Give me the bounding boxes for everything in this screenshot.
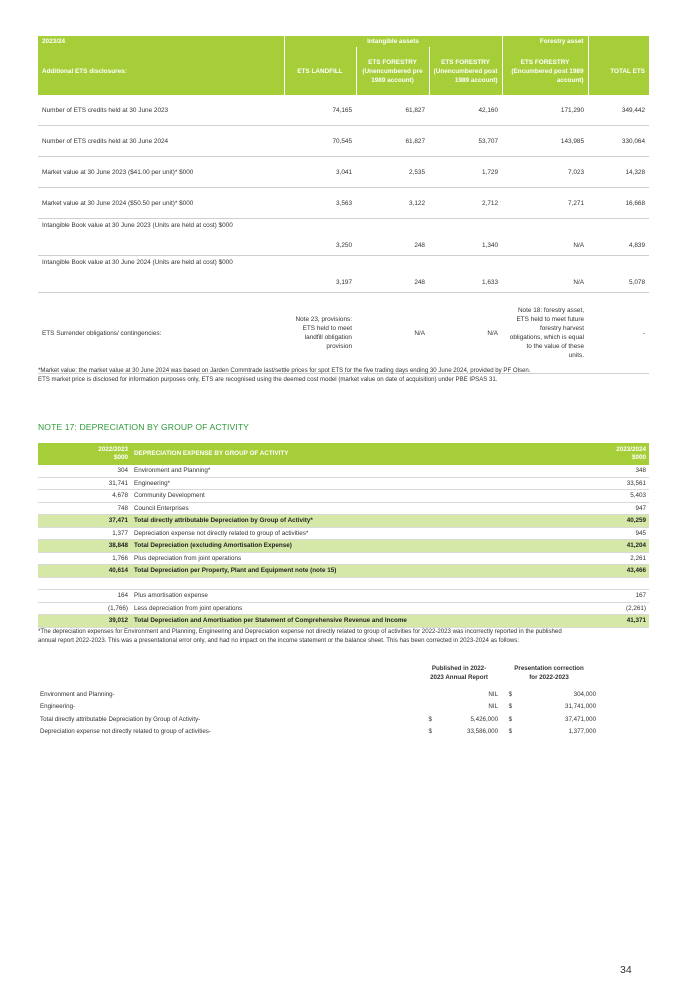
- corr-row: [38, 726, 598, 739]
- ets-surrender-landfill-line3: landfill obligation: [304, 334, 352, 341]
- ets-row-label: Market value at 30 June 2024 ($50.50 per unit)* $000: [38, 188, 284, 219]
- ets-col-forestry-pre: [356, 47, 429, 95]
- ets-surrender-enc-line1: Note 18: forestry asset,: [517, 307, 585, 314]
- ets-header-blank: [588, 36, 649, 47]
- ets-value-landfill: 3,250: [284, 219, 356, 256]
- market-footnote-line2: ETS market price is disclosed for information purposes only, ETS are recognised using the deemed cost model (market value on date of acquisition) under PBE IPSAS 31.: [38, 376, 498, 383]
- dep-prior-value: 1,766: [38, 552, 131, 565]
- dep-row-label: Less depreciation from joint operations: [131, 602, 569, 615]
- ets-col-forestry-pre-line2: (Unencumbered pre: [362, 67, 423, 75]
- corr-col-correction: [500, 662, 598, 682]
- market-footnote-line1: *Market value: the market value at 30 June 2024 was based on Jarden Commtrade last/settle prices for spot ETS for the five trading days ending 30 June 2024, provided by PF Olsen.: [38, 367, 531, 374]
- ets-value-forestry-enc: N/A: [502, 219, 588, 256]
- corr-row-label: Total directly attributable Depreciation by Group of Activity-: [40, 715, 201, 723]
- ets-value-forestry-pre: 61,827: [356, 126, 429, 157]
- dep-total-row: [38, 565, 649, 578]
- dep-row-label: Plus depreciation from joint operations: [131, 552, 569, 565]
- corr-correction-value: 304,000: [573, 690, 597, 698]
- ets-surrender-landfill-line1: Note 23, provisions:: [295, 316, 352, 323]
- dep-col-current-year: [569, 443, 649, 465]
- dep-prior-value: [38, 577, 131, 590]
- ets-surrender-enc-line5: to the value of these: [526, 343, 585, 350]
- ets-row-label: Intangible Book value at 30 June 2023 (Units are held at cost) $000: [38, 219, 284, 256]
- ets-surrender-enc-line2: ETS held to meet future: [516, 316, 585, 323]
- dep-total-row: [38, 540, 649, 553]
- ets-value-forestry-post: 1,729: [429, 157, 502, 188]
- ets-row-label-header: Additional ETS disclosures:: [38, 47, 284, 95]
- ets-value-total: 330,064: [588, 126, 649, 157]
- corr-published-value: NIL: [488, 703, 499, 711]
- dep-current-value: 40,259: [569, 515, 649, 528]
- dep-col-current-line2: $000: [631, 454, 646, 461]
- dep-current-value: 2,261: [569, 552, 649, 565]
- ets-row-label: Intangible Book value at 30 June 2024 (Units are held at cost) $000: [38, 256, 284, 293]
- dep-row-label: Total directly attributable Depreciation by Group of Activity*: [131, 515, 569, 528]
- dep-row: [38, 552, 649, 565]
- ets-value-forestry-post: 2,712: [429, 188, 502, 219]
- corr-row-label: Engineering-: [40, 703, 76, 711]
- dep-current-value: 33,561: [569, 477, 649, 490]
- ets-value-total: 16,668: [588, 188, 649, 219]
- ets-value-landfill: 3,041: [284, 157, 356, 188]
- corr-row-label: Depreciation expense not directly related to group of activities-: [40, 728, 211, 736]
- ets-disclosures-table: [38, 36, 649, 374]
- ets-row-market-2023: [38, 157, 649, 188]
- ets-row-credits-2023: [38, 95, 649, 126]
- ets-col-landfill: ETS LANDFILL: [284, 47, 356, 95]
- dep-row-label: Total Depreciation (excluding Amortisation Expense): [131, 540, 569, 553]
- ets-year: 2023/24: [38, 36, 284, 47]
- corr-col-published: [418, 662, 500, 682]
- dep-prior-value: (1,766): [38, 602, 131, 615]
- ets-row-book-2024: [38, 256, 649, 293]
- dep-current-value: 348: [569, 465, 649, 477]
- ets-value-forestry-pre: 3,122: [356, 188, 429, 219]
- market-value-footnote: [38, 366, 649, 384]
- ets-col-forestry-enc: [502, 47, 588, 95]
- corr-row-label: Environment and Planning-: [40, 690, 115, 698]
- ets-col-forestry-post: [429, 47, 502, 95]
- page-number: 34: [620, 964, 632, 976]
- ets-value-landfill: 3,197: [284, 256, 356, 293]
- dep-current-value: 945: [569, 527, 649, 540]
- ets-col-forestry-pre-line3: 1989 account): [371, 76, 414, 84]
- ets-value-forestry-pre: 2,535: [356, 157, 429, 188]
- ets-value-landfill: 70,545: [284, 126, 356, 157]
- corr-correction-value: 31,741,000: [565, 703, 597, 711]
- corr-col-correction-line2: for 2022-2023: [529, 674, 569, 681]
- corr-currency-published: [418, 688, 434, 701]
- dep-header-row: [38, 443, 649, 465]
- ets-row-label: Market value at 30 June 2023 ($41.00 per unit)* $000: [38, 157, 284, 188]
- dep-prior-value: 38,848: [38, 540, 131, 553]
- dep-row-label: Total Depreciation and Amortisation per Statement of Comprehensive Revenue and Income: [131, 615, 569, 628]
- ets-surrender-enc-line6: units.: [568, 352, 585, 359]
- corr-published-value: 5,426,000: [470, 715, 499, 723]
- dep-row: [38, 465, 649, 477]
- ets-surrender-landfill-line2: ETS held to meet: [302, 325, 352, 332]
- dep-current-value: 41,371: [569, 615, 649, 628]
- dep-current-value: 43,466: [569, 565, 649, 578]
- ets-value-total: 14,328: [588, 157, 649, 188]
- dep-prior-value: 4,678: [38, 490, 131, 503]
- ets-value-forestry-enc: 171,290: [502, 95, 588, 126]
- corr-published-value: NIL: [488, 690, 499, 698]
- ets-surrender-total: -: [588, 293, 649, 374]
- ets-col-forestry-post-line3: 1989 account): [454, 76, 498, 84]
- ets-group-intangible: Intangible assets: [284, 36, 502, 47]
- ets-row-book-2023: [38, 219, 649, 256]
- ets-surrender-landfill-line4: provision: [326, 343, 352, 350]
- corr-col-correction-line1: Presentation correction: [514, 665, 584, 672]
- ets-col-forestry-pre-line1: ETS FORESTRY: [368, 58, 417, 66]
- corr-correction-value: 37,471,000: [565, 715, 597, 723]
- ets-value-forestry-enc: 7,023: [502, 157, 588, 188]
- ets-value-forestry-pre: 61,827: [356, 95, 429, 126]
- ets-surrender-post: N/A: [429, 293, 502, 374]
- dep-current-value: 947: [569, 502, 649, 515]
- ets-value-forestry-post: 53,707: [429, 126, 502, 157]
- dep-row: [38, 527, 649, 540]
- dep-footnote-line2: annual report 2022-2023. This was a presentational error only, and had no impact on the income statement or the balance sheet. This has been corrected in 2023-2024 as follows:: [38, 637, 520, 644]
- corr-currency-correction: $: [508, 690, 513, 698]
- ets-row-label: Number of ETS credits held at 30 June 2024: [38, 126, 284, 157]
- dep-current-value: 41,204: [569, 540, 649, 553]
- dep-prior-value: 164: [38, 590, 131, 603]
- dep-current-value: (2,261): [569, 602, 649, 615]
- corr-header-blank: [38, 662, 418, 682]
- ets-row-market-2024: [38, 188, 649, 219]
- note17-title: NOTE 17: DEPRECIATION BY GROUP OF ACTIVITY: [38, 422, 249, 432]
- corr-currency-published: [418, 701, 434, 714]
- ets-value-landfill: 74,165: [284, 95, 356, 126]
- ets-value-total: 4,839: [588, 219, 649, 256]
- corr-currency-correction: $: [508, 715, 513, 723]
- dep-row-label: Community Development: [131, 490, 569, 503]
- corr-currency-published: $: [428, 728, 432, 736]
- ets-value-total: 349,442: [588, 95, 649, 126]
- ets-col-forestry-enc-line1: ETS FORESTRY: [520, 58, 570, 66]
- dep-row-label: Engineering*: [131, 477, 569, 490]
- dep-current-value: [569, 577, 649, 590]
- ets-col-total: TOTAL ETS: [588, 47, 649, 95]
- dep-col-prior-line2: $000: [113, 454, 128, 461]
- dep-row: [38, 490, 649, 503]
- ets-value-forestry-post: 1,633: [429, 256, 502, 293]
- corr-correction-value: 1,377,000: [568, 728, 597, 736]
- ets-value-landfill: 3,563: [284, 188, 356, 219]
- dep-col-label: DEPRECIATION EXPENSE BY GROUP OF ACTIVITY: [131, 443, 569, 465]
- ets-col-forestry-enc-line3: account): [556, 76, 584, 84]
- ets-surrender-pre: N/A: [356, 293, 429, 374]
- dep-prior-value: 39,012: [38, 615, 131, 628]
- corr-currency-correction: $: [508, 703, 513, 711]
- corr-col-published-line2: 2023 Annual Report: [430, 674, 488, 681]
- dep-total-row: [38, 615, 649, 628]
- ets-surrender-enc-line3: forestry harvest: [539, 325, 585, 332]
- dep-col-current-line1: 2023/2024: [616, 446, 646, 453]
- dep-current-value: 5,403: [569, 490, 649, 503]
- dep-blank-row: [38, 577, 649, 590]
- ets-surrender-label: ETS Surrender obligations/ contingencies:: [38, 293, 284, 374]
- corr-currency-published: $: [428, 715, 432, 723]
- ets-col-forestry-post-line2: (Unencumbered post: [433, 67, 498, 75]
- dep-body: [38, 465, 649, 627]
- ets-value-forestry-pre: 248: [356, 219, 429, 256]
- dep-row: [38, 602, 649, 615]
- depreciation-table: [38, 443, 649, 628]
- dep-prior-value: 37,471: [38, 515, 131, 528]
- dep-current-value: 167: [569, 590, 649, 603]
- corr-published-value: 33,586,000: [467, 728, 499, 736]
- ets-value-forestry-pre: 248: [356, 256, 429, 293]
- corr-col-published-line1: Published in 2022-: [431, 665, 487, 672]
- dep-prior-value: 748: [38, 502, 131, 515]
- corr-row: [38, 688, 598, 701]
- dep-col-prior-year: [38, 443, 131, 465]
- corr-row: [38, 701, 598, 714]
- dep-footnote-line1: *The depreciation expenses for Environment and Planning, Engineering and Depreciation expense not directly related to group of activities for 2022-2023 was incorrectly reported in the published: [38, 628, 562, 635]
- dep-prior-value: 1,377: [38, 527, 131, 540]
- dep-row-label: Environment and Planning*: [131, 465, 569, 477]
- ets-row-credits-2024: [38, 126, 649, 157]
- ets-surrender-enc: [502, 293, 588, 374]
- dep-col-prior-line1: 2022/2023: [98, 446, 128, 453]
- depreciation-footnote: [38, 627, 649, 645]
- ets-value-forestry-post: 1,340: [429, 219, 502, 256]
- dep-row-label: Depreciation expense not directly related to group of activities*: [131, 527, 569, 540]
- ets-value-forestry-enc: 7,271: [502, 188, 588, 219]
- ets-surrender-enc-line4: obligations, which is equal: [509, 334, 585, 341]
- ets-row-label: Number of ETS credits held at 30 June 2023: [38, 95, 284, 126]
- ets-group-forestry: Forestry asset: [502, 36, 588, 47]
- dep-row-label: Council Enterprises: [131, 502, 569, 515]
- correction-table: [38, 662, 598, 738]
- dep-row-label: Total Depreciation per Property, Plant and Equipment note (note 15): [131, 565, 569, 578]
- ets-value-forestry-enc: 143,985: [502, 126, 588, 157]
- ets-value-forestry-post: 42,160: [429, 95, 502, 126]
- dep-row: [38, 502, 649, 515]
- corr-currency-correction: $: [508, 728, 513, 736]
- dep-total-row: [38, 515, 649, 528]
- ets-header-row-2: [38, 47, 649, 95]
- ets-value-total: 5,078: [588, 256, 649, 293]
- dep-prior-value: 40,614: [38, 565, 131, 578]
- ets-col-forestry-enc-line2: (Encumbered post 1989: [511, 67, 584, 75]
- corr-header-row: [38, 662, 598, 682]
- ets-surrender-landfill: [284, 293, 356, 374]
- dep-row-label: [131, 577, 569, 590]
- dep-prior-value: 304: [38, 465, 131, 477]
- ets-value-forestry-enc: N/A: [502, 256, 588, 293]
- dep-prior-value: 31,741: [38, 477, 131, 490]
- ets-header-row-1: [38, 36, 649, 47]
- corr-body: [38, 688, 598, 738]
- corr-row: [38, 713, 598, 726]
- dep-row: [38, 590, 649, 603]
- dep-row: [38, 477, 649, 490]
- ets-row-surrender: [38, 293, 649, 374]
- dep-row-label: Plus amortisation expense: [131, 590, 569, 603]
- ets-col-forestry-post-line1: ETS FORESTRY: [441, 58, 490, 66]
